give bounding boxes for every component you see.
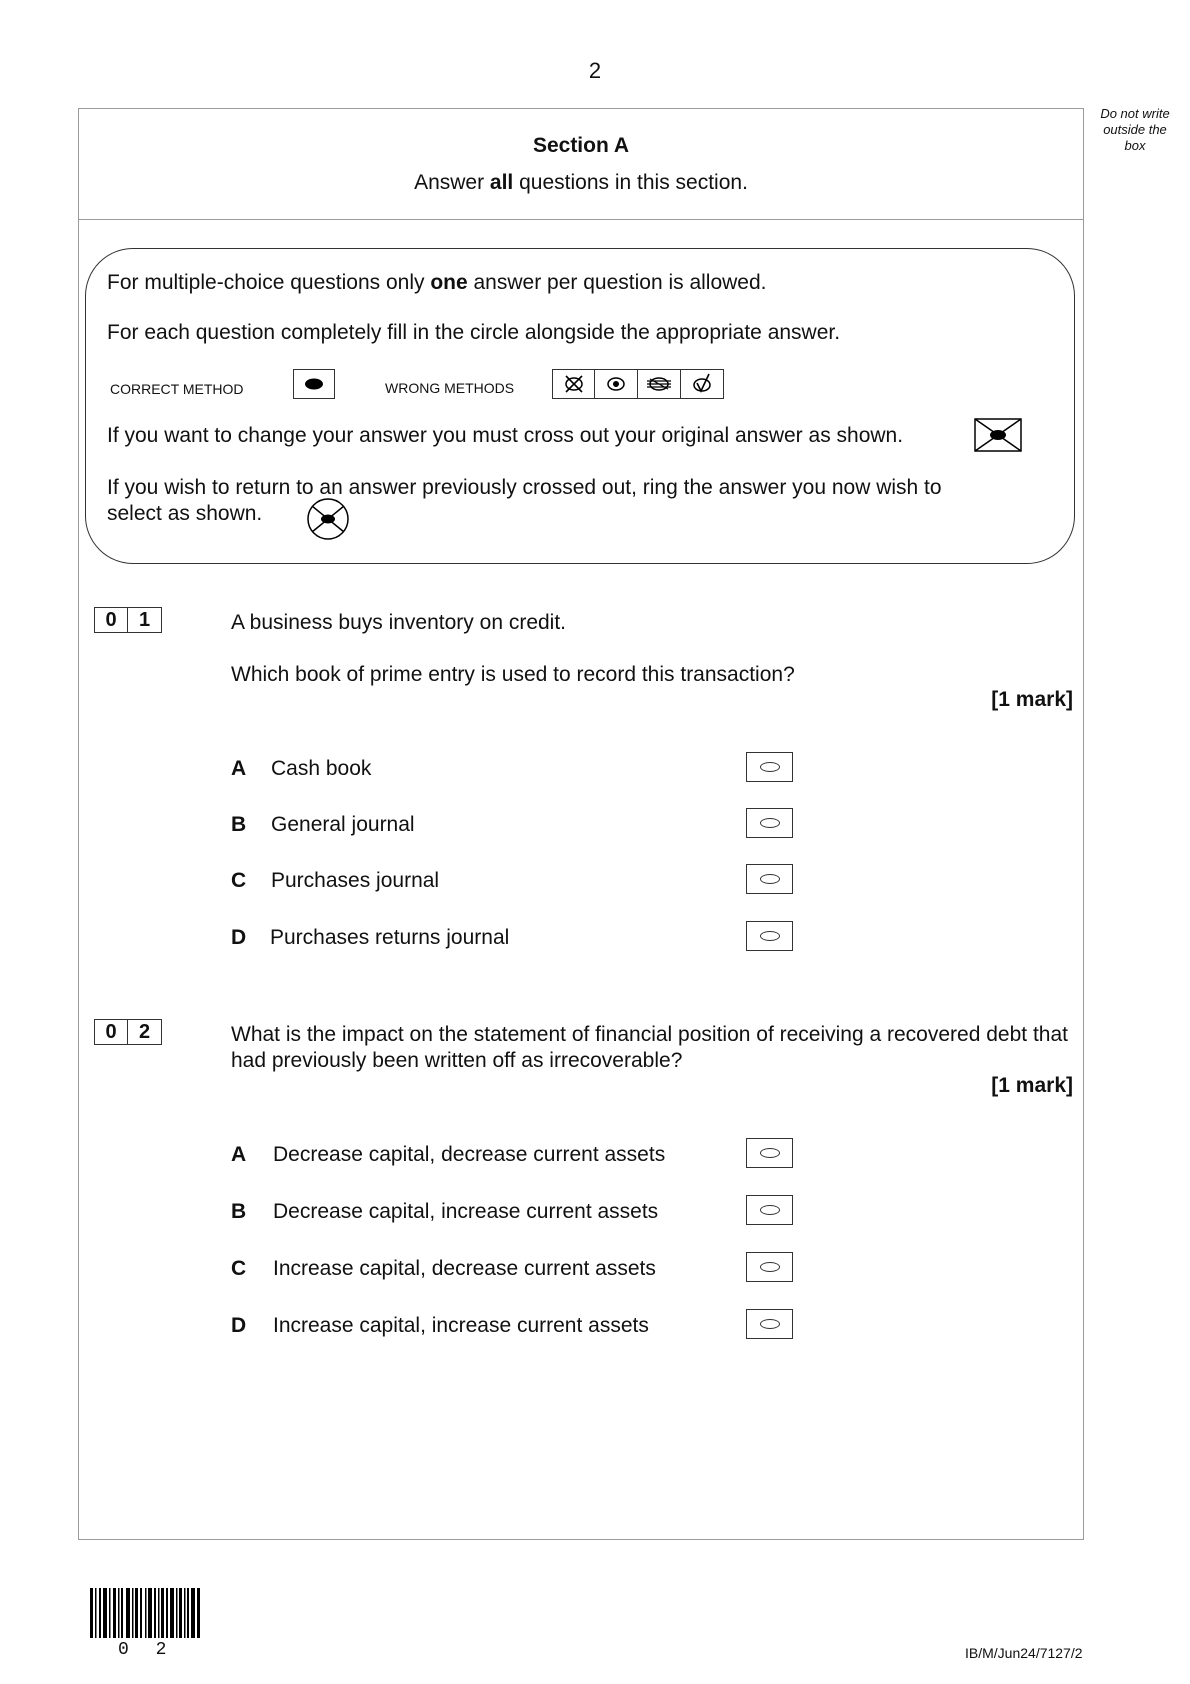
question-number-02 <box>94 1019 162 1045</box>
option-letter: A <box>231 1143 247 1166</box>
question-02-stem: What is the impact on the statement of financial position of receiving a recovered debt that had previously been written off as irrecoverable? <box>231 1023 1068 1072</box>
answer-box-q1-c[interactable] <box>746 864 793 894</box>
question-01-stem: A business buys inventory on credit. <box>231 611 567 634</box>
option-letter: C <box>231 1257 247 1280</box>
question-number-01 <box>94 607 162 633</box>
question-number-digit: 1 <box>128 607 162 633</box>
instruction-select-as-shown: select as shown. <box>107 502 263 525</box>
instruction-one-answer-pre: For multiple-choice questions only <box>107 271 431 294</box>
margin-note-line: box <box>1124 138 1146 153</box>
section-instruction <box>78 171 1084 195</box>
question-01-marks: [1 mark] <box>991 688 1073 711</box>
answer-box-q2-d[interactable] <box>746 1309 793 1339</box>
section-title: Section A <box>532 134 630 157</box>
wrong-scribble-icon <box>638 369 681 399</box>
option-text: Increase capital, decrease current assets <box>273 1257 656 1280</box>
question-01-prompt: Which book of prime entry is used to record this transaction? <box>231 663 795 686</box>
instruction-one-answer-post: answer per question is allowed. <box>467 271 767 294</box>
section-divider <box>78 219 1084 220</box>
barcode-number: 0 2 <box>118 1640 175 1660</box>
question-number-digit: 0 <box>94 607 128 633</box>
wrong-cross-icon <box>552 369 595 399</box>
option-text: Decrease capital, decrease current assets <box>273 1143 666 1166</box>
instruction-fill-circle: For each question completely fill in the circle alongside the appropriate answer. <box>107 321 841 344</box>
answer-circle[interactable] <box>760 1262 780 1272</box>
page-number: 2 <box>588 58 602 83</box>
margin-note-line: outside the <box>1103 122 1167 137</box>
option-letter: B <box>231 1200 247 1223</box>
question-02-marks: [1 mark] <box>991 1074 1073 1097</box>
margin-note <box>1090 106 1180 154</box>
answer-circle[interactable] <box>760 762 780 772</box>
wrong-methods-label: WRONG METHODS <box>385 380 515 396</box>
instruction-one-answer-bold: one <box>430 271 468 294</box>
crossed-out-answer-icon <box>973 417 1023 458</box>
option-letter: D <box>231 1314 247 1337</box>
question-number-digit: 2 <box>128 1019 162 1045</box>
option-letter: C <box>231 869 247 892</box>
option-letter: A <box>231 757 247 780</box>
option-letter: B <box>231 813 247 836</box>
answer-circle[interactable] <box>760 1319 780 1329</box>
option-text: Decrease capital, increase current assets <box>273 1200 659 1223</box>
option-text: Increase capital, increase current assets <box>273 1314 649 1337</box>
correct-method-icon <box>293 369 335 399</box>
option-letter: D <box>231 926 247 949</box>
answer-box-q1-d[interactable] <box>746 921 793 951</box>
answer-box-q1-b[interactable] <box>746 808 793 838</box>
answer-box-q2-b[interactable] <box>746 1195 793 1225</box>
margin-note-line: Do not write <box>1100 106 1170 121</box>
answer-box-q2-a[interactable] <box>746 1138 793 1168</box>
wrong-methods-icons <box>552 369 724 399</box>
wrong-dot-icon <box>595 369 638 399</box>
section-instruction-pre: Answer <box>414 171 490 194</box>
instruction-one-answer <box>107 271 767 295</box>
wrong-tick-icon <box>681 369 724 399</box>
instruction-return-answer: If you wish to return to an answer previously crossed out, ring the answer you now wish to <box>107 476 942 499</box>
answer-circle[interactable] <box>760 874 780 884</box>
question-number-digit: 0 <box>94 1019 128 1045</box>
option-text: Cash book <box>271 757 372 780</box>
instruction-change-answer: If you want to change your answer you must cross out your original answer as shown. <box>107 424 904 447</box>
option-text: Purchases returns journal <box>270 926 510 949</box>
section-instruction-bold: all <box>489 171 514 194</box>
option-text: Purchases journal <box>271 869 440 892</box>
answer-circle[interactable] <box>760 1148 780 1158</box>
answer-circle[interactable] <box>760 818 780 828</box>
option-text: General journal <box>271 813 415 836</box>
answer-circle[interactable] <box>760 1205 780 1215</box>
correct-method-label: CORRECT METHOD <box>110 381 244 397</box>
answer-box-q2-c[interactable] <box>746 1252 793 1282</box>
answer-box-q1-a[interactable] <box>746 752 793 782</box>
paper-reference: IB/M/Jun24/7127/2 <box>965 1645 1083 1661</box>
section-instruction-post: questions in this section. <box>513 171 748 194</box>
ringed-answer-icon <box>302 497 354 546</box>
barcode <box>90 1588 200 1638</box>
answer-circle[interactable] <box>760 931 780 941</box>
